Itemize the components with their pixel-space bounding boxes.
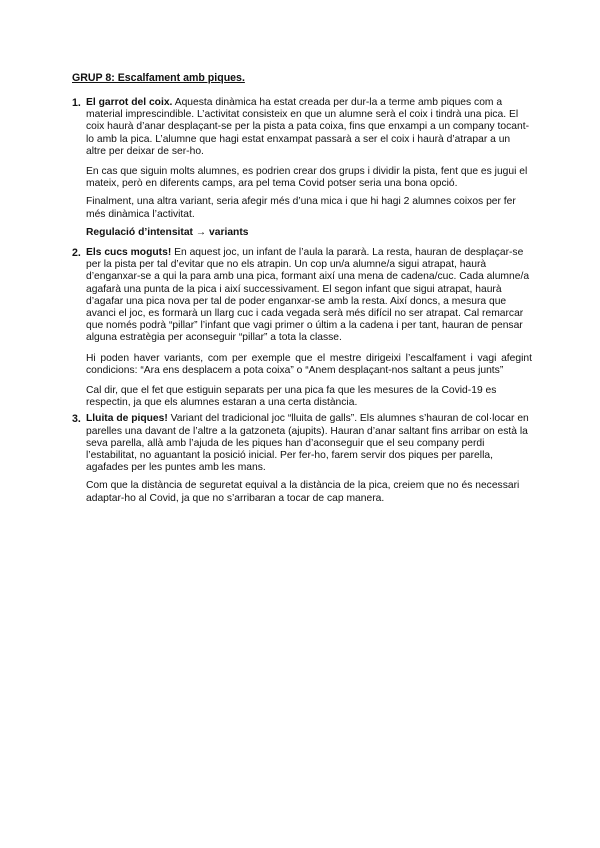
- item-number: 1.: [72, 97, 81, 109]
- list-item-3: [72, 413, 532, 504]
- item-number: 2.: [72, 247, 81, 260]
- list-item-2: [72, 247, 532, 409]
- item-paragraph-3: Cal dir, que el fet que estiguin separats per una pica fa que les mesures de la Covid-19 es respectin, ja que els alumnes estaran a una certa distància.: [86, 385, 497, 409]
- item-paragraph: [86, 97, 532, 158]
- item-lead-text: Aquesta dinàmica ha estat creada per dur-la a terme amb piques com a material imprescindible. L’activitat consisteix en que un alumne serà el coix i tindrà una pica. El coix haurà d’anar desplaçant-se per la pista a pata coixa, fins que enxampi a un company tocant-lo amb la pica. L’alumne que hagi estat enxampat passarà a ser el coix i haurà d’atrapar a un altre per deixar de ser-ho.: [86, 97, 530, 157]
- item-paragraph-2: En cas que siguin molts alumnes, es podrien crear dos grups i dividir la pista, fent que es jugui el mateix, però en diferents camps, ara pel tema Covid potser seria una bona opció.: [86, 166, 528, 190]
- item-paragraph: [86, 413, 532, 474]
- page-heading: GRUP 8: Escalfament amb piques.: [72, 72, 245, 84]
- item-title: Lluita de piques!: [86, 413, 168, 425]
- item-number: 3.: [72, 413, 81, 426]
- item-paragraph: [86, 247, 532, 345]
- item-paragraph-3: Finalment, una altra variant, seria afegir més d’una mica i que hi hagi 2 alumnes coixos per fer més dinàmica l’activitat.: [86, 196, 516, 220]
- item-title: El garrot del coix.: [86, 97, 173, 108]
- document-page: [72, 72, 532, 505]
- item-lead-text: Variant del tradicional joc “lluita de galls”. Els alumnes s’hauran de col·locar en parelles una davant de l’altre a la gatzoneta (ajupits). Hauran d’anar saltant fins arribar on està la seva parella, allà amb l’ajuda de les piques han d’aconseguir que el seu company perdi l’estabilitat, no aguantant la posició inicial. Per fer-ho, farem servir dos piques per parella, agafades per les puntes amb les mans.: [86, 413, 529, 474]
- item-paragraph-2: Com que la distància de seguretat equival a la distància de la pica, creiem que no és necessari adaptar-ho al Covid, ja que no s’arribaran a tocar de cap manera.: [86, 480, 520, 504]
- item-title: Els cucs moguts!: [86, 247, 172, 259]
- item-lead-text: En aquest joc, un infant de l’aula la pararà. La resta, hauran de desplaçar-se per la pista per tal d’evitar que no els atrapin. Un cop un/a alumne/a sigui atrapat, haurà d’enganxar-se a qui la para amb una pica, formant així una mena de cadena/cuc. Cada alumne/a agafarà una punta de la pica i així successivament. El segon infant que sigui atrapat, haurà d’agafar una pica nova per tal de poder enganxar-se amb la resta. Així doncs, a mesura que avanci el joc, es formarà un llarg cuc i cada vegada serà més difícil no ser atrapat. Cal remarcar que només podrà “pillar” l’infant que vagi primer o últim a la cadena i per tant, hauran de pensar alguna estratègia per aconseguir “pillar” a tota la classe.: [86, 247, 530, 344]
- item-paragraph-2: Hi poden haver variants, com per exemple que el mestre dirigeixi l’escalfament i vagi afegint condicions: “Ara ens desplacem a pota coixa” o “Anem desplaçant-nos saltant a peus junts”: [86, 352, 532, 376]
- intensity-regulation-label: Regulació d’intensitat → variants: [86, 226, 249, 238]
- list-item-1: [72, 97, 532, 239]
